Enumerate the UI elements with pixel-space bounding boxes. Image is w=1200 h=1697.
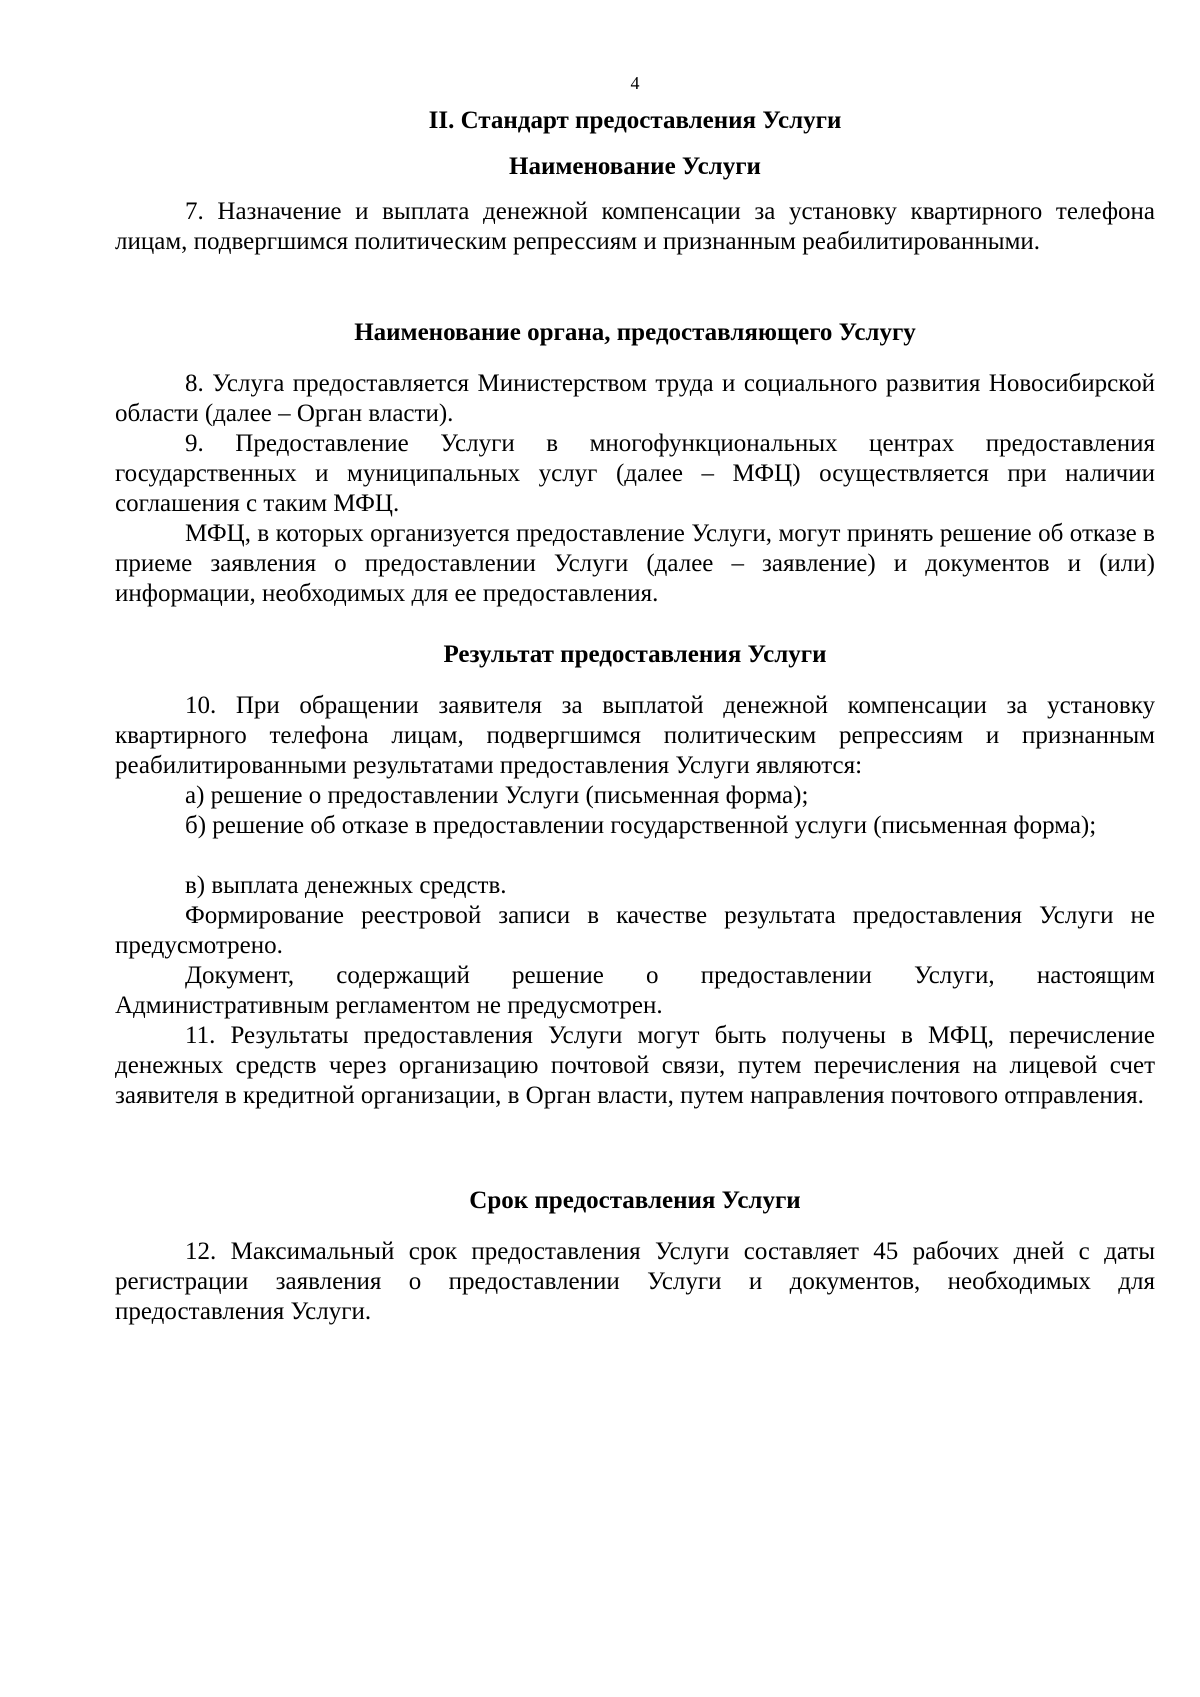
paragraph-decision-document: Документ, содержащий решение о предоставлении Услуги, настоящим Административным регламентом не предусмотрен. (115, 962, 1155, 1019)
paragraph-8: 8. Услуга предоставляется Министерством труда и социального развития Новосибирской области (далее – Орган власти). (115, 370, 1155, 427)
page-number: 4 (630, 73, 640, 93)
paragraph-10-item-c: в) выплата денежных средств. (185, 872, 507, 899)
paragraph-9: 9. Предоставление Услуги в многофункциональных центрах предоставления государственных и муниципальных услуг (далее – МФЦ) осуществляется при наличии соглашения с таким МФЦ. (115, 430, 1155, 517)
section-title: II. Стандарт предоставления Услуги (428, 107, 842, 134)
heading-service-name: Наименование Услуги (509, 153, 761, 180)
paragraph-7: 7. Назначение и выплата денежной компенсации за установку квартирного телефона лицам, подвергшимся политическим репрессиям и признанным реабилитированными. (115, 198, 1155, 255)
paragraph-registry-record: Формирование реестровой записи в качестве результата предоставления Услуги не предусмотрено. (115, 902, 1155, 959)
paragraph-mfc-refusal: МФЦ, в которых организуется предоставление Услуги, могут принять решение об отказе в приеме заявления о предоставлении Услуги (далее – заявление) и документов и (или) информации, необходимых для ее предоставления. (115, 520, 1155, 607)
paragraph-10-item-a: а) решение о предоставлении Услуги (письменная форма); (185, 782, 809, 809)
heading-service-result: Результат предоставления Услуги (443, 641, 827, 668)
heading-service-term: Срок предоставления Услуги (469, 1187, 801, 1214)
paragraph-10-item-b: б) решение об отказе в предоставлении государственной услуги (письменная форма); (185, 812, 1097, 839)
paragraph-11: 11. Результаты предоставления Услуги могут быть получены в МФЦ, перечисление денежных средств через организацию почтовой связи, путем перечисления на лицевой счет заявителя в кредитной организации, в Орган власти, путем направления почтового отправления. (115, 1022, 1155, 1109)
paragraph-12: 12. Максимальный срок предоставления Услуги составляет 45 рабочих дней с даты регистрации заявления о предоставлении Услуги и документов, необходимых для предоставления Услуги. (115, 1238, 1155, 1325)
heading-authority-name: Наименование органа, предоставляющего Услугу (354, 319, 916, 346)
paragraph-10: 10. При обращении заявителя за выплатой денежной компенсации за установку квартирного телефона лицам, подвергшимся политическим репрессиям и признанным реабилитированными результатами предоставления Услуги являются: (115, 692, 1155, 779)
